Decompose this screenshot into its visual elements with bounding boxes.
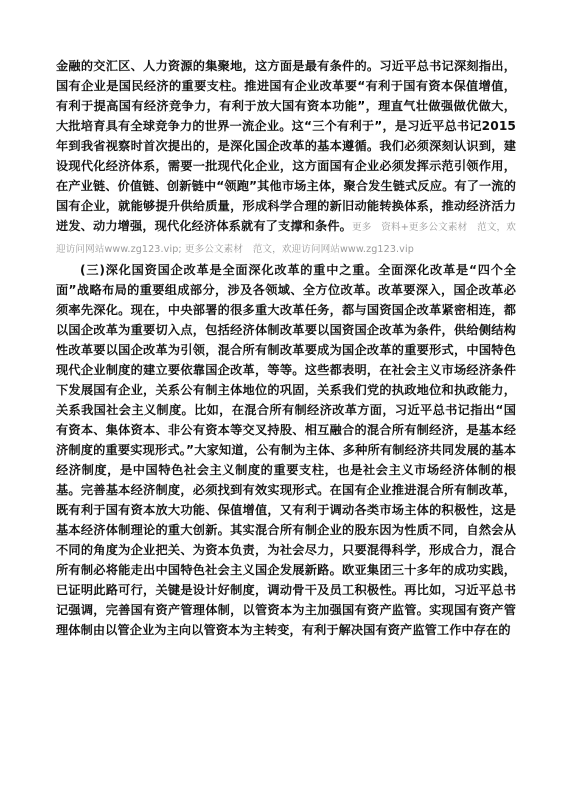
paragraph-section-three	[56, 260, 516, 640]
document-page	[56, 56, 516, 756]
paragraph-text: (三)深化国资国企改革是全面深化改革的重中之重。全面深化改革是“四个全面”战略布局的重要组成部分，涉及各领域、全方位改革。改革要深入，国企改革必须率先深化。现在，中央部署的很多重大改革任务，都与国资国企改革紧密相连，都以国企改革为重要切入点，包括经济体制改革要以国资国企改革为条件，供给侧结构性改革要以国企改革为引领，混合所有制改革要成为国企改革的重要形式，中国特色现代企业制度的建立要依靠国企改革，等等。这些都表明，在社会主义市场经济条件下发展国有企业，关系公有制主体地位的巩固，关系我们党的执政地位和执政能力，关系我国社会主义制度。比如，在混合所有制经济改革方面，习近平总书记指出“国有资本、集体资本、非公有资本等交叉持股、相互融合的混合所有制经济，是基本经济制度的重要实现形式。”大家知道，公有制为主体、多种所有制经济共同发展的基本经济制度，是中国特色社会主义制度的重要支柱，也是社会主义市场经济体制的根基。完善基本经济制度，必须找到有效实现形式。在国有企业推进混合所有制改革，既有利于国有资本放大功能、保值增值，又有利于调动各类市场主体的积极性，这是基本经济体制理论的重大创新。其实混合所有制企业的股东因为性质不同，自然会从不同的角度为企业把关、为资本负责，为社会尽力，只要混得科学，形成合力，混合所有制必将能走出中国特色社会主义国企发展新路。欧亚集团三十多年的成功实践，已证明此路可行，关键是设计好制度，调动骨干及员工积极性。再比如，习近平总书记强调，完善国有资产管理体制，以管资本为主加强国有资产监管。实现国有资产管理体制由以管企业为主向以管资本为主转变，有利于解决国有资产监管工作中存在的	[56, 263, 516, 637]
paragraph-text: 金融的交汇区、人力资源的集聚地，这方面是最有条件的。习近平总书记深刻指出，国有企业是国民经济的重要支柱。推进国有企业改革要“有利于国有资本保值增值，有利于提高国有经济竞争力，有利于放大国有资本功能”，理直气壮做强做优做大，大批培育具有全球竞争力的世界一流企业。这“三个有利于”，是习近平总书记2015年到我省视察时首次提出的，是深化国企改革的基本遵循。我们必须深刻认识到，建设现代化经济体系，需要一批现代化企业，这方面国有企业必须发挥示范引领作用，在产业链、价值链、创新链中“领跑”其他市场主体，聚合发生链式反应。有了一流的国有企业，就能够提升供给质量，形成科学合理的新旧动能转换体系，推动经济活力迸发、动力增强，现代化经济体系就有了支撑和条件。	[56, 59, 516, 233]
watermark-link-text[interactable]: 更多 资料+更多公文素材 范文，欢迎访问网站www.zg123.vip; 更多公文素材 范文，欢迎访问网站www.zg123.vip	[56, 222, 516, 255]
paragraph-reform-basis	[56, 56, 516, 260]
